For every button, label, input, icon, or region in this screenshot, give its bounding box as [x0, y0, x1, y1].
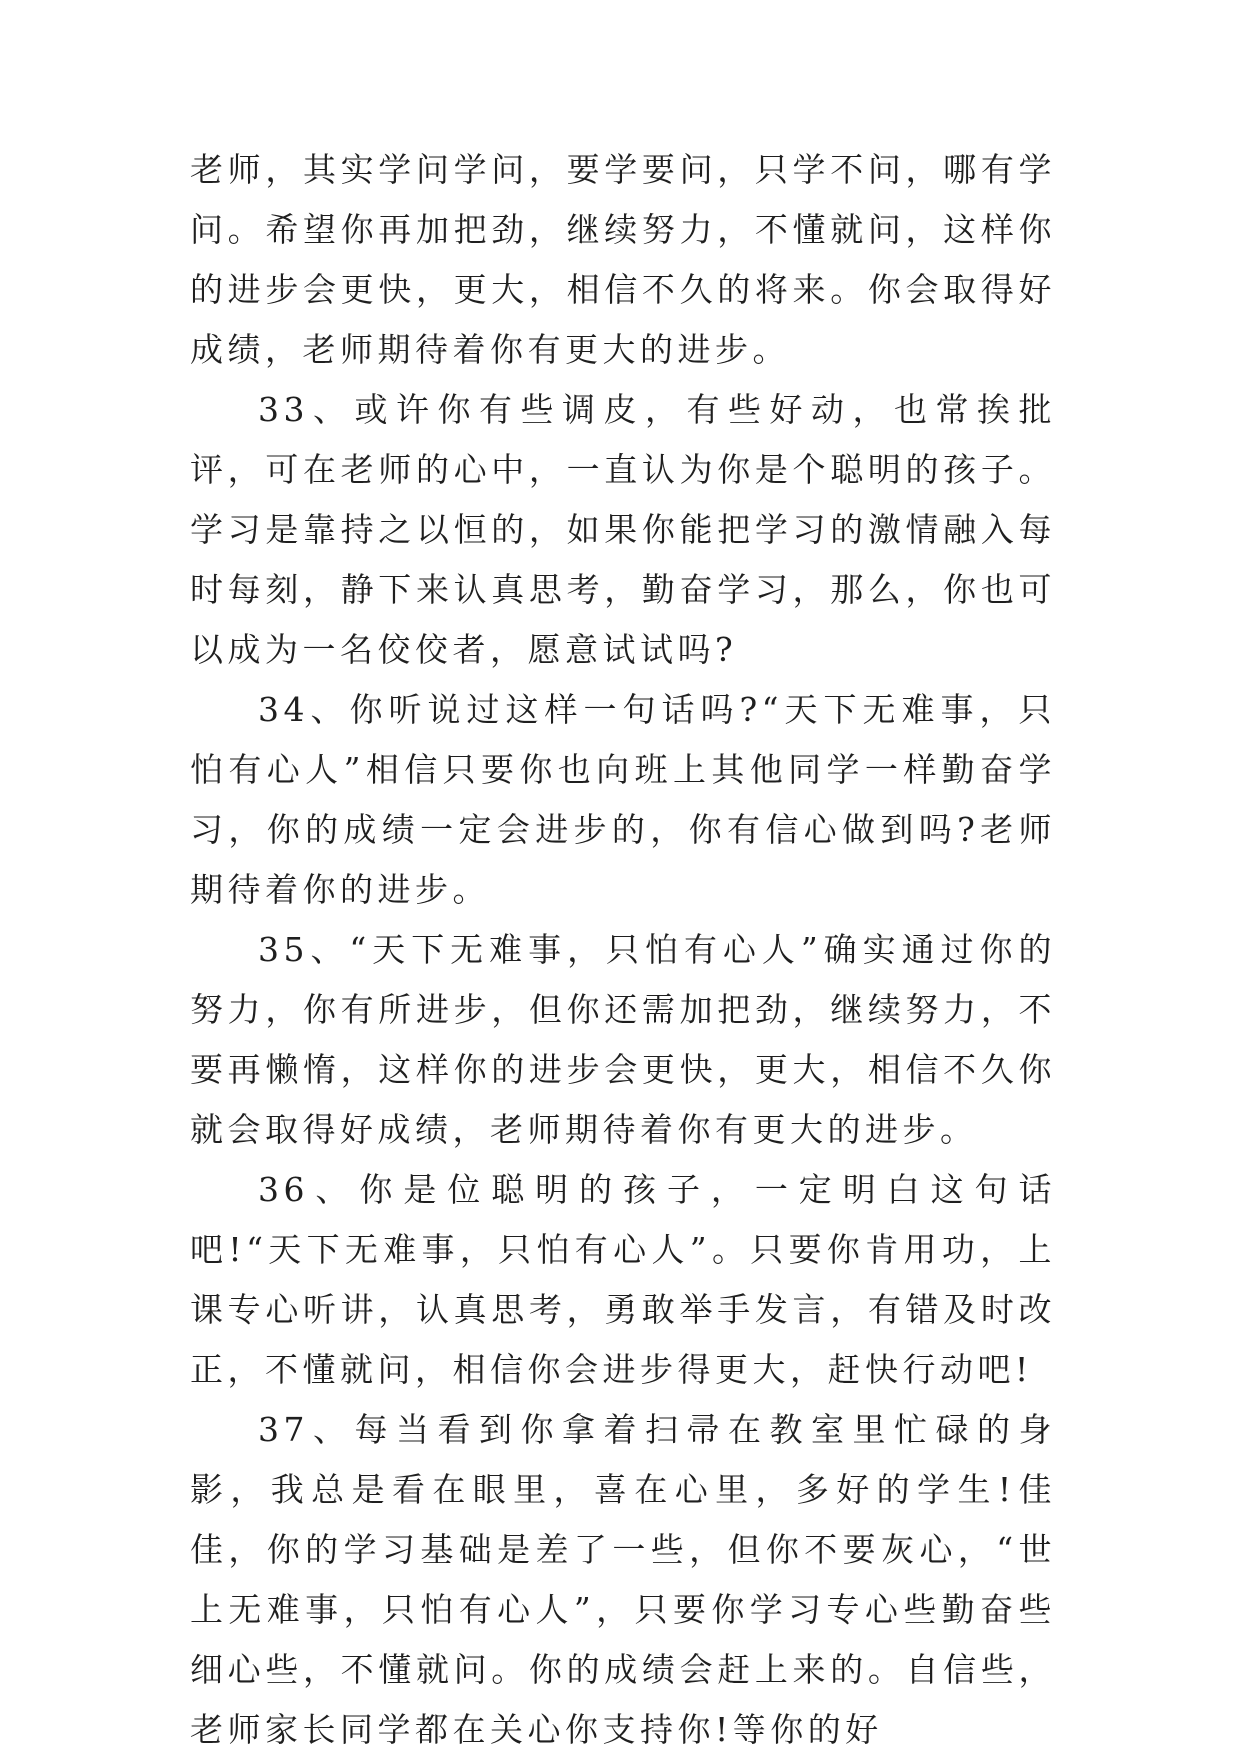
paragraph-34: 34、你听说过这样一句话吗?“天下无难事，只怕有心人”相信只要你也向班上其他同学一样勤奋学习，你的成绩一定会进步的，你有信心做到吗?老师期待着你的进步。: [190, 690, 1056, 909]
paragraph-33: 33、或许你有些调皮，有些好动，也常挨批评，可在老师的心中，一直认为你是个聪明的孩子。学习是靠持之以恒的，如果你能把学习的激情融入每时每刻，静下来认真思考，勤奋学习，那么，你也可以成为一名佼佼者，愿意试试吗?: [190, 390, 1056, 669]
paragraph-36: 36、你是位聪明的孩子，一定明白这句话吧!“天下无难事，只怕有心人”。只要你肯用功，上课专心听讲，认真思考，勇敢举手发言，有错及时改正，不懂就问，相信你会进步得更大，赶快行动吧!: [190, 1170, 1056, 1389]
paragraph-continuation: 老师，其实学问学问，要学要问，只学不问，哪有学问。希望你再加把劲，继续努力，不懂就问，这样你的进步会更快，更大，相信不久的将来。你会取得好成绩，老师期待着你有更大的进步。: [190, 150, 1056, 369]
paragraph-37: 37、每当看到你拿着扫帚在教室里忙碌的身影，我总是看在眼里，喜在心里，多好的学生!佳佳，你的学习基础是差了一些，但你不要灰心，“世上无难事，只怕有心人”，只要你学习专心些勤奋些细心些，不懂就问。你的成绩会赶上来的。自信些，老师家长同学都在关心你支持你!等你的好: [190, 1410, 1056, 1749]
paragraph-35: 35、“天下无难事，只怕有心人”确实通过你的努力，你有所进步，但你还需加把劲，继续努力，不要再懒惰，这样你的进步会更快，更大，相信不久你就会取得好成绩，老师期待着你有更大的进步。: [190, 930, 1056, 1149]
document-body: [190, 140, 1056, 1760]
